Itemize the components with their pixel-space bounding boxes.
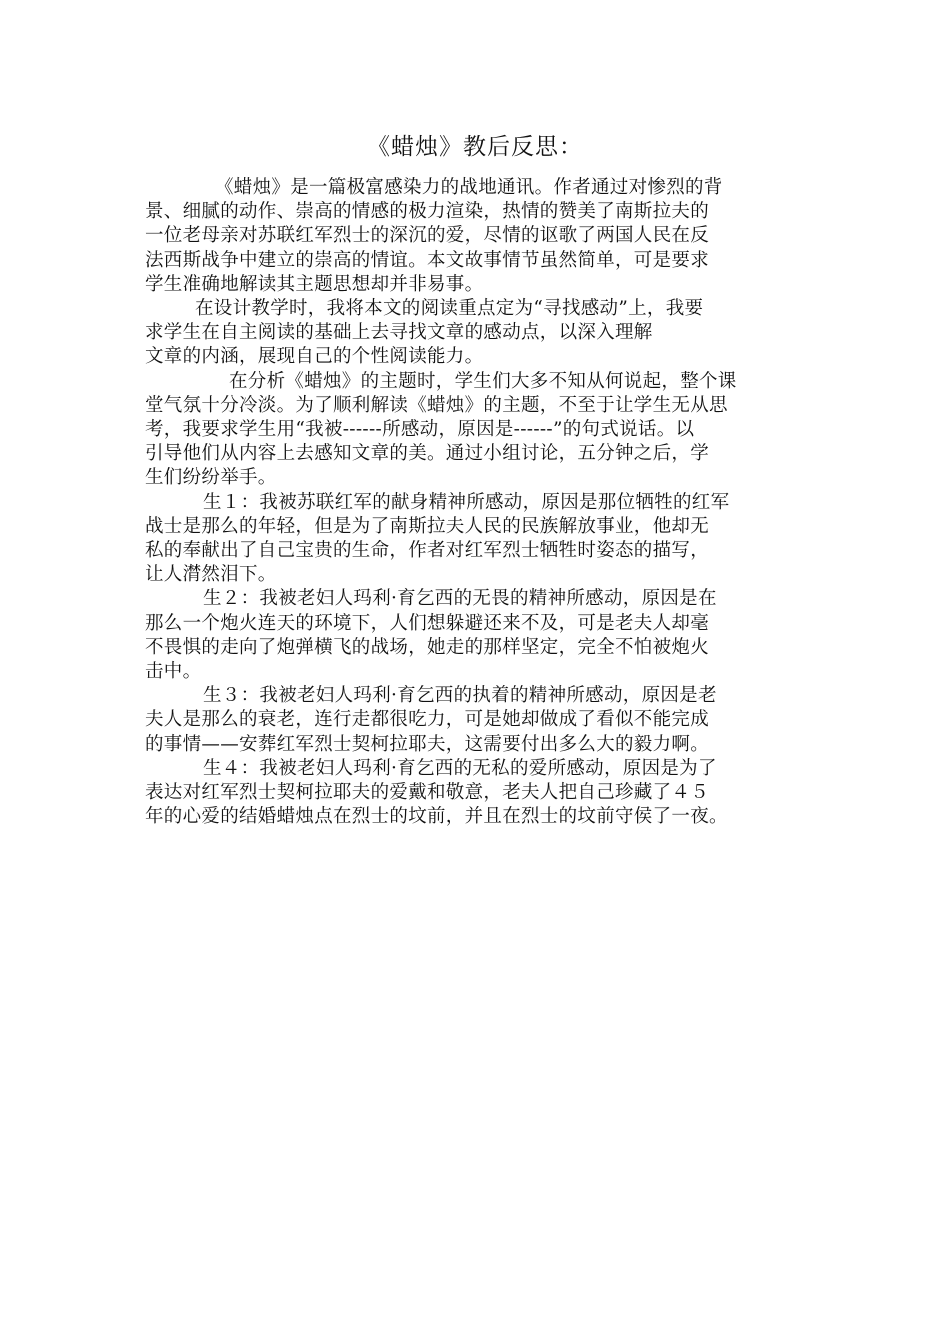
paragraph-student-3 [145, 684, 825, 757]
paragraph-student-4 [145, 757, 825, 830]
text-line: 景、细腻的动作、崇高的情感的极力渲染，热情的赞美了南斯拉夫的 [145, 201, 710, 223]
text-line: 生２：我被老妇人玛利·育乞西的无畏的精神所感动，原因是在 [203, 588, 717, 610]
text-line: 生１：我被苏联红军的献身精神所感动，原因是那位牺牲的红军 [203, 491, 730, 513]
text-line: 在分析《蜡烛》的主题时，学生们大多不知从何说起，整个课 [229, 370, 737, 392]
text-line: 夫人是那么的衰老，连行走都很吃力，可是她却做成了看似不能完成 [145, 709, 710, 731]
document-title: 《蜡烛》教后反思： [367, 134, 583, 160]
text-line: 学生准确地解读其主题思想却并非易事。 [145, 273, 484, 295]
text-line: 生们纷纷举手。 [145, 467, 277, 489]
text-line: 法西斯战争中建立的崇高的情谊。本文故事情节虽然简单，可是要求 [145, 249, 710, 271]
text-line: 生３：我被老妇人玛利·育乞西的执着的精神所感动，原因是老 [203, 685, 717, 707]
text-line: 的事情——安葬红军烈士契柯拉耶夫，这需要付出多么大的毅力啊。 [145, 733, 710, 755]
paragraph-design [145, 297, 825, 370]
paragraph-student-1 [145, 491, 825, 588]
text-line: 堂气氛十分冷淡。为了顺利解读《蜡烛》的主题，不至于让学生无从思 [145, 394, 728, 416]
text-line: 那么一个炮火连天的环境下，人们想躲避还来不及，可是老夫人却毫 [145, 612, 710, 634]
text-line: 不畏惧的走向了炮弹横飞的战场，她走的那样坚定，完全不怕被炮火 [145, 636, 710, 658]
text-line: 让人潸然泪下。 [145, 564, 277, 586]
paragraph-analysis [145, 370, 825, 491]
text-line: 一位老母亲对苏联红军烈士的深沉的爱，尽情的讴歌了两国人民在反 [145, 225, 710, 247]
text-line: 战士是那么的年轻，但是为了南斯拉夫人民的民族解放事业，他却无 [145, 515, 710, 537]
paragraph-student-2 [145, 587, 825, 684]
text-line: 私的奉献出了自己宝贵的生命，作者对红军烈士牺牲时姿态的描写， [145, 540, 710, 562]
paragraph-intro [145, 176, 825, 297]
text-line: 表达对红军烈士契柯拉耶夫的爱戴和敬意，老夫人把自己珍藏了４５ [145, 782, 710, 804]
text-line: 求学生在自主阅读的基础上去寻找文章的感动点，以深入理解 [145, 322, 653, 344]
document-body [145, 176, 825, 829]
text-line: 生４：我被老妇人玛利·育乞西的无私的爱所感动，原因是为了 [203, 757, 717, 779]
text-line: 《蜡烛》是一篇极富感染力的战地通讯。作者通过对惨烈的背 [215, 177, 723, 198]
text-line: 考，我要求学生用“我被------所感动，原因是------”的句式说话。以 [145, 419, 695, 441]
text-line: 年的心爱的结婚蜡烛点在烈士的坟前，并且在烈士的坟前守侯了一夜。 [145, 806, 728, 828]
text-line: 引导他们从内容上去感知文章的美。通过小组讨论，五分钟之后，学 [145, 443, 710, 465]
text-line: 击中。 [145, 661, 202, 683]
text-line: 在设计教学时，我将本文的阅读重点定为“寻找感动”上，我要 [195, 298, 704, 320]
text-line: 文章的内涵，展现自己的个性阅读能力。 [145, 346, 484, 368]
